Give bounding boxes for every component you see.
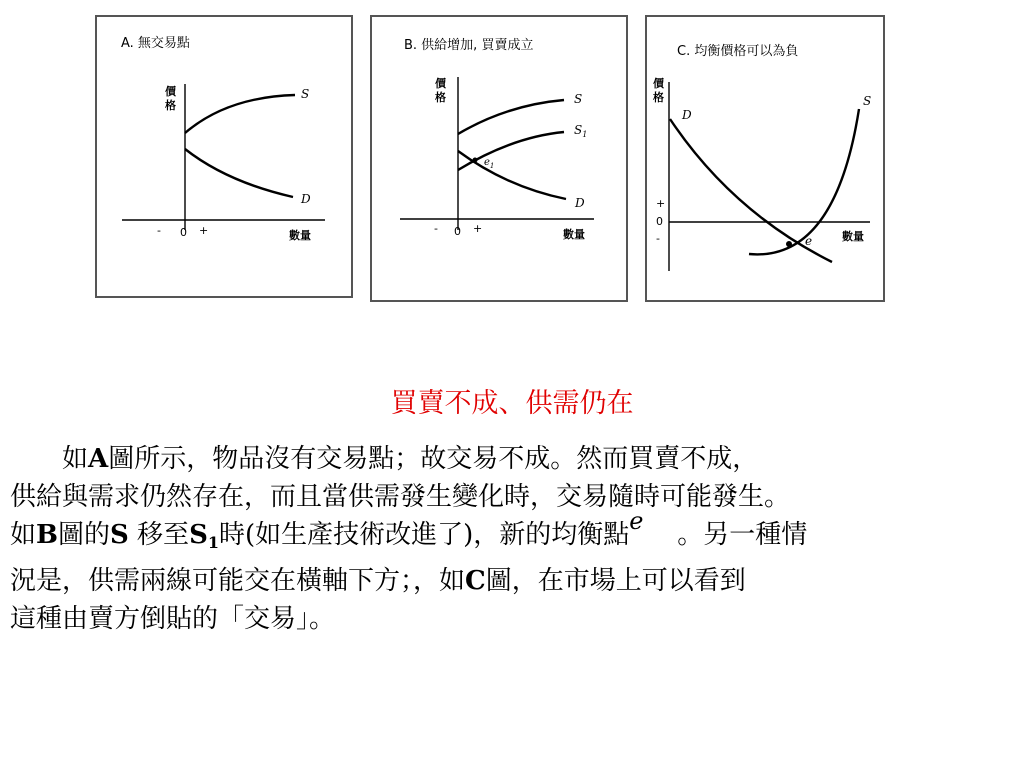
diagram-b-xlabel: 數量 bbox=[563, 228, 585, 241]
diagram-a-tick-minus: - bbox=[157, 224, 161, 237]
diagram-b-ylabel-1: 價 bbox=[435, 77, 446, 90]
symbol-s1-base: S bbox=[189, 520, 208, 550]
diagram-b-supply1-curve bbox=[458, 132, 564, 170]
text-run: 圖所示，物品沒有交易點；故交易不成。然而買賣不成， bbox=[108, 444, 759, 474]
diagram-b-supply-curve bbox=[458, 100, 564, 134]
diagram-b-svg bbox=[372, 17, 626, 300]
diagram-b-ylabel-2: 格 bbox=[435, 91, 446, 104]
diagram-panel-a bbox=[95, 15, 353, 298]
diagram-c-xlabel: 數量 bbox=[842, 230, 864, 243]
diagram-a-tick-plus: + bbox=[199, 224, 209, 237]
diagram-a-xlabel: 數量 bbox=[289, 229, 311, 242]
paragraph-line-4 bbox=[10, 562, 1020, 600]
figure-ref-a: A bbox=[88, 444, 109, 474]
diagram-c-ytick-zero: 0 bbox=[656, 215, 663, 228]
equilibrium-symbol-gap bbox=[629, 507, 677, 554]
diagram-b-tick-zero: 0 bbox=[454, 225, 461, 238]
diagram-c-svg bbox=[647, 17, 883, 300]
diagram-b-equilibrium-point bbox=[473, 158, 478, 163]
diagram-a-d-label: D bbox=[301, 192, 311, 206]
paragraph-line-3 bbox=[10, 507, 1020, 562]
diagram-a-supply-curve bbox=[185, 95, 295, 133]
diagram-b-tick-minus: - bbox=[434, 222, 438, 235]
diagram-b-title: B. 供給增加, 買賣成立 bbox=[404, 38, 534, 53]
figure-ref-c: C bbox=[465, 566, 486, 596]
diagram-a-svg bbox=[97, 17, 351, 296]
equilibrium-symbol-e: e bbox=[629, 507, 644, 535]
figure-ref-b: B bbox=[36, 520, 58, 550]
symbol-s1 bbox=[189, 520, 219, 550]
symbol-s: S bbox=[110, 520, 129, 550]
diagram-panel-c bbox=[645, 15, 885, 302]
diagram-b-s-label: S bbox=[574, 92, 583, 106]
text-run: 。另一種情 bbox=[677, 520, 808, 550]
diagram-c-ylabel-2: 格 bbox=[653, 91, 664, 104]
paragraph-line-5: 這種由賣方倒貼的「交易」。 bbox=[10, 604, 336, 634]
diagram-a-demand-curve bbox=[185, 149, 293, 197]
diagram-a-title: A. 無交易點 bbox=[121, 36, 190, 51]
diagram-b-d-label: D bbox=[575, 196, 585, 210]
paragraph-line-2: 供給與需求仍然存在，而且當供需發生變化時，交易隨時可能發生。 bbox=[10, 482, 791, 512]
diagram-c-title: C. 均衡價格可以為負 bbox=[677, 44, 799, 59]
text-run: 圖的 bbox=[58, 520, 111, 550]
diagram-c-d-label: D bbox=[682, 108, 692, 122]
diagram-b-tick-plus: + bbox=[473, 222, 483, 235]
section-heading: 買賣不成、供需仍在 bbox=[390, 388, 634, 419]
diagram-b-e1-label: $e_1$ bbox=[484, 157, 495, 170]
text-run: 移至 bbox=[128, 520, 190, 550]
diagram-c-ylabel-1: 價 bbox=[653, 77, 664, 90]
symbol-s1-subscript: 1 bbox=[207, 533, 219, 552]
diagram-a-ylabel-1: 價 bbox=[165, 85, 176, 98]
diagram-c-e-label: e bbox=[805, 234, 813, 248]
diagram-c-ytick-minus: - bbox=[656, 232, 660, 245]
diagram-c-ytick-plus: + bbox=[656, 197, 666, 210]
diagram-c-s-label: S bbox=[863, 94, 872, 108]
paragraph-line-1 bbox=[10, 440, 1020, 478]
diagram-a-s-label: S bbox=[301, 87, 310, 101]
diagram-a-ylabel-2: 格 bbox=[165, 99, 176, 112]
text-run: 如 bbox=[62, 444, 89, 474]
diagram-a-tick-zero: 0 bbox=[180, 226, 187, 239]
text-run: 況是，供需兩線可能交在橫軸下方；，如 bbox=[10, 566, 466, 596]
text-run: 如 bbox=[10, 520, 37, 550]
text-run: 圖，在市場上可以看到 bbox=[485, 566, 746, 596]
diagram-b-s1-label: $S_1$ bbox=[574, 123, 588, 139]
diagram-panel-b bbox=[370, 15, 628, 302]
diagram-c-equilibrium-point bbox=[786, 241, 792, 247]
explanation-paragraph bbox=[10, 440, 1020, 638]
text-run: 時(如生產技術改進了)，新的均衡點 bbox=[218, 520, 630, 550]
